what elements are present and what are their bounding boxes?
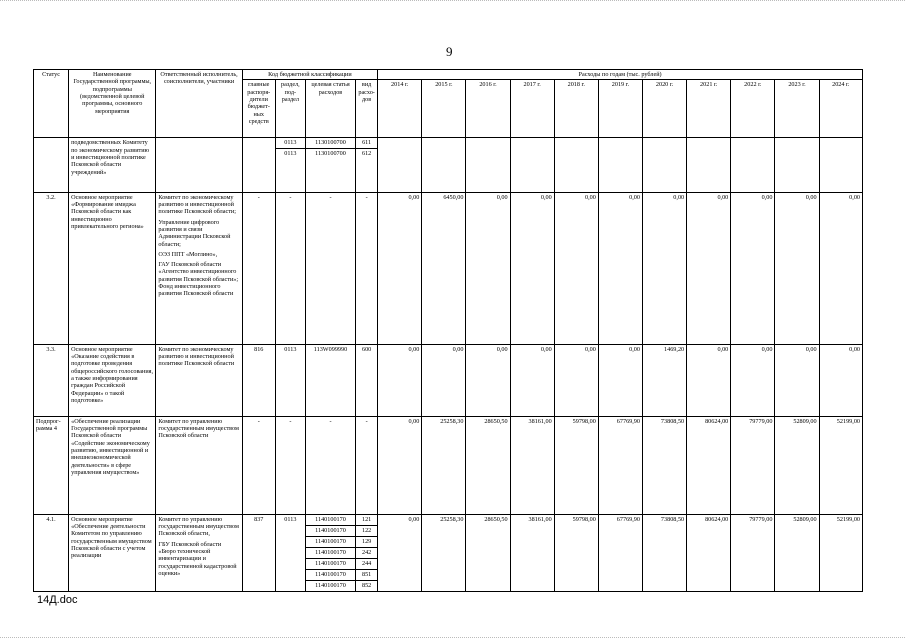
row2-status: 3.3. [34, 344, 69, 416]
row2-name: Основное мероприятие «Оказание содействия в подготовке проведения общероссийского голосования, а также информирования граждан Российской Федерации» о такой подготовке» [69, 344, 156, 416]
row1-value: 0,00 [598, 192, 642, 344]
row4-value: 28650,50 [466, 514, 510, 591]
row4-value: 25258,30 [422, 514, 466, 591]
table-row [34, 192, 863, 344]
row3-name: «Обеспечение реализации Государственной программы Псковской области «Содействие экономическому развитию, инвестиционной и внешнеэкономической деятельности» в сфере управления имуществом» [69, 416, 156, 514]
row1-value: 0,00 [819, 192, 862, 344]
row2-value: 0,00 [598, 344, 642, 416]
row2-target: 113W099990 [305, 344, 355, 416]
row4-target: 1140100170 [305, 569, 355, 580]
header-budget-code: Код бюджетной классификации [242, 70, 377, 80]
row4-type: 244 [356, 558, 378, 569]
row0-type: 612 [356, 148, 378, 192]
row1-executor-item: ОЭЗ ППТ «Моглино», [158, 250, 218, 258]
row1-executor-item: ГАУ Псковской области «Агентство инвестиционного развития Псковской области»; Фонд инвестиционного развития Псковской области [158, 261, 239, 298]
row3-value: 73808,50 [642, 416, 686, 514]
row4-target: 1140100170 [305, 536, 355, 547]
row4-value: 59798,00 [554, 514, 598, 591]
row4-value: 73808,50 [642, 514, 686, 591]
row2-value: 0,00 [554, 344, 598, 416]
table-row [34, 138, 863, 148]
footer-filename: 14Д.doc [37, 594, 78, 606]
header-target: целевая статья расходов [305, 80, 355, 138]
header-section: раздел, под-раздел [275, 80, 305, 138]
scan-noise-bottom [0, 634, 905, 638]
row4-target: 1140100170 [305, 558, 355, 569]
row1-value: 0,00 [731, 192, 775, 344]
row0-name: подведомственных Комитету по экономическому развитию и инвестиционной политике Псковской области учреждений» [69, 138, 156, 192]
row2-value: 0,00 [422, 344, 466, 416]
row1-executor-item: Комитет по экономическому развитию и инвестиционной политике Псковской области; [158, 193, 236, 216]
row3-value: 79779,00 [731, 416, 775, 514]
row4-name: Основное мероприятие «Обеспечение деятельности Комитетом по управлению государственным имуществом Псковской области с учетом реализации [69, 514, 156, 591]
row2-value: 0,00 [687, 344, 731, 416]
header-year: 2021 г. [687, 80, 731, 138]
row4-target: 1140100170 [305, 580, 355, 591]
row4-target: 1140100170 [305, 514, 355, 525]
row1-name: Основное мероприятие «Формирование имиджа Псковской области как инвестиционно привлекательного региона» [69, 192, 156, 344]
row4-executor [156, 514, 242, 591]
row3-value: 80624,00 [687, 416, 731, 514]
row4-section: 0113 [275, 514, 305, 591]
row2-type: 600 [356, 344, 378, 416]
row4-status: 4.1. [34, 514, 69, 591]
row4-executor-item: ГБУ Псковской области «Бюро технической инвентаризации и государственной кадастровой оценки» [158, 540, 237, 577]
row4-value: 52199,00 [819, 514, 862, 591]
header-year: 2016 г. [466, 80, 510, 138]
row0-executor [156, 138, 242, 192]
row3-value: 59798,00 [554, 416, 598, 514]
row0-target: 1130100700 [305, 148, 355, 192]
row1-value: 0,00 [775, 192, 819, 344]
header-year: 2019 г. [598, 80, 642, 138]
row4-value: 80624,00 [687, 514, 731, 591]
row4-target: 1140100170 [305, 547, 355, 558]
page-number: 9 [446, 44, 453, 59]
budget-table [33, 69, 863, 592]
row2-value: 0,00 [510, 344, 554, 416]
row0-grbs [242, 138, 275, 192]
row2-value: 0,00 [775, 344, 819, 416]
row4-target: 1140100170 [305, 525, 355, 536]
row4-type: 242 [356, 547, 378, 558]
header-name: Наименование Государственной программы, подпрограммы (ведомственной целевой программы, основного мероприятия [69, 70, 156, 138]
row1-grbs: - [242, 192, 275, 344]
header-status: Статус [34, 70, 69, 138]
row1-status: 3.2. [34, 192, 69, 344]
scan-noise-top [0, 0, 905, 5]
row3-value: 38161,00 [510, 416, 554, 514]
row2-value: 0,00 [731, 344, 775, 416]
row3-value: 25258,30 [422, 416, 466, 514]
row3-value: 28650,50 [466, 416, 510, 514]
row4-type: 851 [356, 569, 378, 580]
row0-section: 0113 [275, 148, 305, 192]
row1-value: 0,00 [554, 192, 598, 344]
row1-value: 0,00 [378, 192, 422, 344]
table-row [34, 416, 863, 514]
row2-grbs: 816 [242, 344, 275, 416]
row0-status [34, 138, 69, 192]
header-year: 2020 г. [642, 80, 686, 138]
row1-executor [156, 192, 242, 344]
row2-value: 1469,20 [642, 344, 686, 416]
row0-section: 0113 [275, 138, 305, 148]
row4-value: 38161,00 [510, 514, 554, 591]
header-executor: Ответственный исполнитель, соисполнители, участники [156, 70, 242, 138]
row4-type: 129 [356, 536, 378, 547]
header-year: 2015 г. [422, 80, 466, 138]
row3-grbs: - [242, 416, 275, 514]
header-year: 2023 г. [775, 80, 819, 138]
row0-target: 1130100700 [305, 138, 355, 148]
row4-value: 0,00 [378, 514, 422, 591]
row4-value: 52809,00 [775, 514, 819, 591]
row1-value: 0,00 [687, 192, 731, 344]
row2-value: 0,00 [378, 344, 422, 416]
row4-grbs: 837 [242, 514, 275, 591]
row2-value: 0,00 [819, 344, 862, 416]
row4-type: 122 [356, 525, 378, 536]
header-row-1 [34, 70, 863, 80]
table-row [34, 344, 863, 416]
header-grbs: главные распоря-дители бюджет-ных средств [242, 80, 275, 138]
row3-section: - [275, 416, 305, 514]
row1-value: 0,00 [510, 192, 554, 344]
header-year: 2018 г. [554, 80, 598, 138]
row3-value: 67769,90 [598, 416, 642, 514]
row3-type: - [356, 416, 378, 514]
header-year: 2017 г. [510, 80, 554, 138]
row2-section: 0113 [275, 344, 305, 416]
row3-executor: Комитет по управлению государственным имуществом Псковской области [156, 416, 242, 514]
header-year: 2024 г. [819, 80, 862, 138]
header-year: 2022 г. [731, 80, 775, 138]
row4-executor-item: Комитет по управлению государственным имуществом Псковской области, [158, 515, 239, 538]
table-row [34, 514, 863, 525]
row4-type: 121 [356, 514, 378, 525]
row3-value: 52809,00 [775, 416, 819, 514]
header-year: 2014 г. [378, 80, 422, 138]
header-expenses: Расходы по годам (тыс. рублей) [378, 70, 863, 80]
row3-value: 52199,00 [819, 416, 862, 514]
row4-value: 79779,00 [731, 514, 775, 591]
row0-type: 611 [356, 138, 378, 148]
row3-status: Подпрог-рамма 4 [34, 416, 69, 514]
row3-target: - [305, 416, 355, 514]
row1-type: - [356, 192, 378, 344]
row1-executor-item: Управление цифрового развития и связи Администрации Псковской области; [158, 218, 231, 248]
row1-value: 0,00 [642, 192, 686, 344]
row4-value: 67769,90 [598, 514, 642, 591]
row1-value: 6450,00 [422, 192, 466, 344]
row1-section: - [275, 192, 305, 344]
row1-target: - [305, 192, 355, 344]
header-type: вид расхо-дов [356, 80, 378, 138]
row2-value: 0,00 [466, 344, 510, 416]
row1-value: 0,00 [466, 192, 510, 344]
row3-value: 0,00 [378, 416, 422, 514]
row4-type: 852 [356, 580, 378, 591]
row2-executor: Комитет по экономическому развитию и инвестиционной политике Псковской области [156, 344, 242, 416]
